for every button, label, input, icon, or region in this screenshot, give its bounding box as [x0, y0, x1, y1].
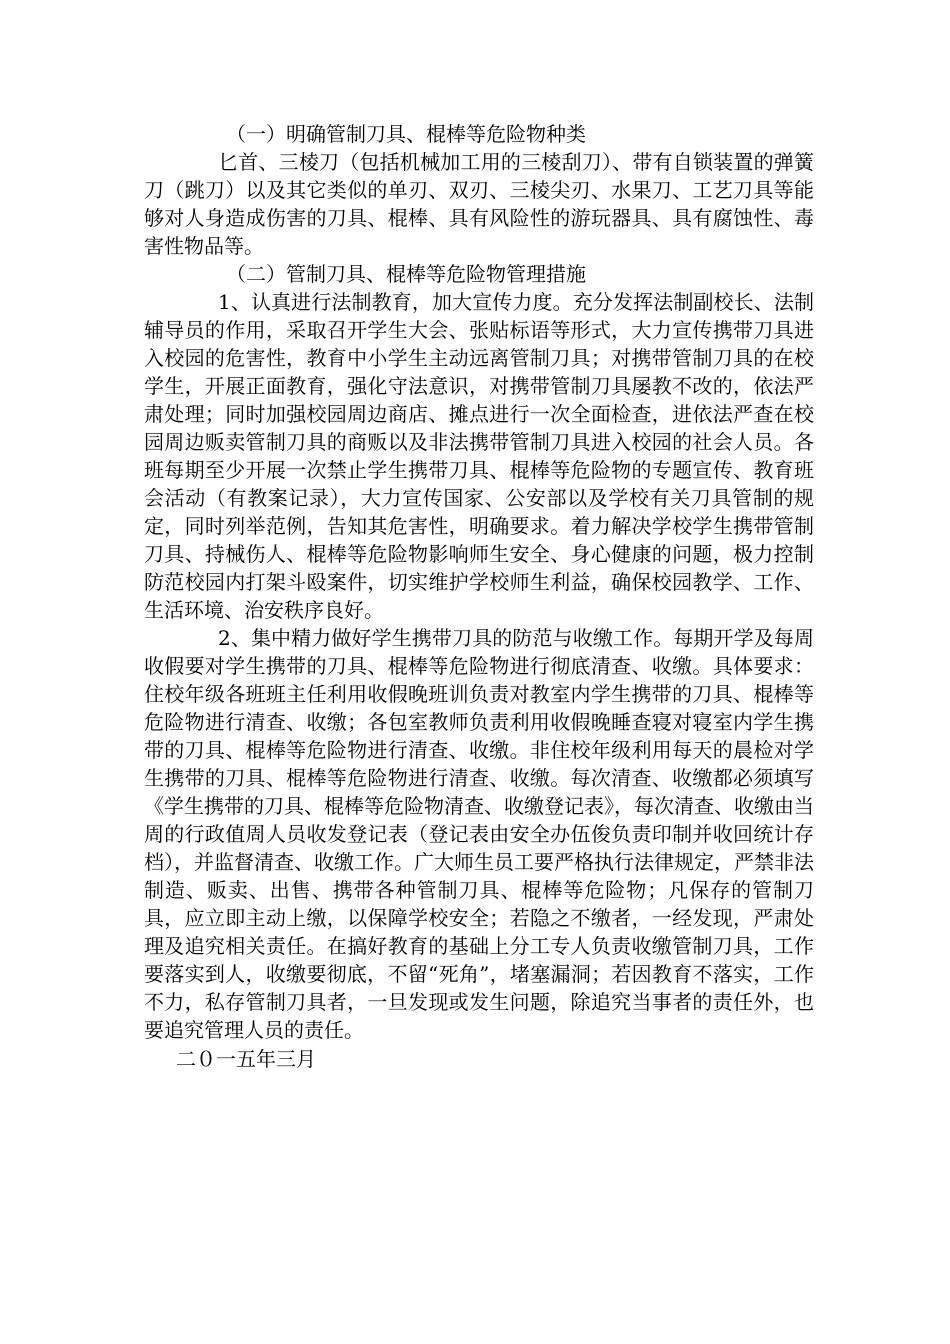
section2-heading: （二）管制刀具、棍棒等危险物管理措施 [226, 262, 586, 286]
section1-body: 匕首、三棱刀（包括机械加工用的三棱刮刀）、带有自锁装置的弹簧刀（跳刀）以及其它类似的单刃、双刃、三棱尖刃、水果刀、工艺刀具等能够对人身造成伤害的刀具、棍棒、具有风险性的游玩器具、具有腐蚀性、毒害性物品等。 [144, 150, 814, 258]
measure2-paragraph: 2、集中精力做好学生携带刀具的防范与收缴工作。每期开学及每周收假要对学生携带的刀具、棍棒等危险物进行彻底清查、收缴。具体要求：住校年级各班班主任利用收假晚班训负责对教室内学生携带的刀具、棍棒等危险物进行清查、收缴；各包室教师负责利用收假晚睡查寝对寝室内学生携带的刀具、棍棒等危险物进行清查、收缴。非住校年级利用每天的晨检对学生携带的刀具、棍棒等危险物进行清查、收缴。每次清查、收缴都必须填写《学生携带的刀具、棍棒等危险物清查、收缴登记表》，每次清查、收缴由当周的行政值周人员收发登记表（登记表由安全办伍俊负责印制并收回统计存档），并监督清查、收缴工作。广大师生员工要严格执行法律规定，严禁非法制造、贩卖、出售、携带各种管制刀具、棍棒等危险物；凡保存的管制刀具，应立即主动上缴，以保障学校安全；若隐之不缴者，一经发现，严肃处理及追究相关责任。在搞好教育的基础上分工专人负责收缴管制刀具，工作要落实到人，收缴要彻底，不留“死角”，堵塞漏洞；若因教育不落实，工作不力，私存管制刀具者，一旦发现或发生问题，除追究当事者的责任外，也要追究管理人员的责任。 [144, 626, 814, 1042]
document-body [144, 120, 814, 1044]
measure1-paragraph: 1、认真进行法制教育，加大宣传力度。充分发挥法制副校长、法制辅导员的作用，采取召开学生大会、张贴标语等形式，大力宣传携带刀具进入校园的危害性，教育中小学生主动远离管制刀具；对携带管制刀具的在校学生，开展正面教育，强化守法意识，对携带管制刀具屡教不改的，依法严肃处理；同时加强校园周边商店、摊点进行一次全面检查，进依法严查在校园周边贩卖管制刀具的商贩以及非法携带管制刀具进入校园的社会人员。各班每期至少开展一次禁止学生携带刀具、棍棒等危险物的专题宣传、教育班会活动（有教案记录），大力宣传国家、公安部以及学校有关刀具管制的规定，同时列举范例，告知其危害性，明确要求。着力解决学校学生携带管制刀具、持械伤人、棍棒等危险物影响师生安全、身心健康的问题，极力控制防范校园内打架斗殴案件，切实维护学校师生利益，确保校园教学、工作、生活环境、治安秩序良好。 [144, 290, 814, 622]
section1-heading: （一）明确管制刀具、棍棒等危险物种类 [226, 122, 586, 146]
document-date: 二０一五年三月 [176, 1047, 316, 1071]
